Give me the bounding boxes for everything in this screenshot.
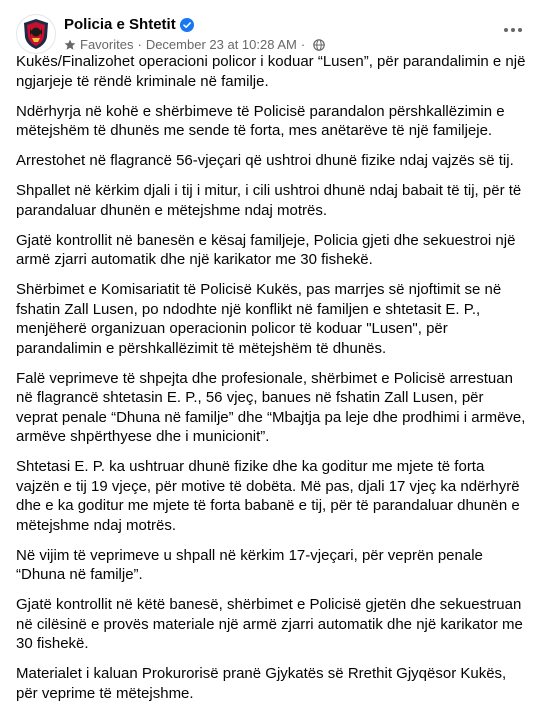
post-subline: [64, 36, 325, 53]
post-paragraph: Ndërhyrja në kohë e shërbimeve të Policisë parandalon përshkallëzimin e mëtejshëm të dhunës me sende të forta, mes anëtarëve të një familjeje.: [16, 102, 505, 139]
post-header: [16, 12, 325, 56]
post-paragraph: Materialet i kaluan Prokurorisë pranë Gjykatës së Rrethit Gjyqësor Kukës, për veprime të mëtejshme.: [16, 665, 507, 702]
separator-dot: ·: [137, 37, 142, 52]
verified-badge-icon: [180, 18, 194, 32]
more-options-button[interactable]: [499, 20, 527, 40]
post-paragraph: Gjatë kontrollit në këtë banesë, shërbimet e Policisë gjetën dhe sekuestruan në cilësinë e provës materiale një armë zjarri automatik dhe një karikator me 30 fishekë.: [16, 596, 523, 652]
post-paragraph: Shërbimet e Komisariatit të Policisë Kukës, pas marrjes së njoftimit se në fshatin Zall Lusen, po ndodhte një konflikt në familjen e shtetasit E. P., menjëherë organizuan operacionin policor të koduar "Lusen", për parandalimin e përshkallëzimit të mëtejshëm të dhunës.: [16, 281, 502, 357]
post-timestamp[interactable]: December 23 at 10:28 AM: [145, 37, 297, 52]
post-paragraph: Arrestohet në flagrancë 56-vjeçari që ushtroi dhunë fizike ndaj vajzës së tij.: [16, 152, 514, 169]
post-paragraph: Falë veprimeve të shpejta dhe profesionale, shërbimet e Policisë arrestuan në flagrancë shtetasin E. P., 56 vjeç, banues në fshatin Zall Lusen, për veprat penale “Dhuna në familje” dhe “Mbajtja pa leje dhe prodhimi i armëve, armëve shpërthyese dhe i municionit”.: [16, 369, 526, 445]
author-row: [64, 15, 325, 34]
author-name[interactable]: Policia e Shtetit: [64, 16, 176, 33]
post-meta: [64, 15, 325, 53]
more-options-icon: [503, 27, 523, 33]
post-paragraph: Shtetasi E. P. ka ushtruar dhunë fizike dhe ka goditur me mjete të forta vajzën e tij 19 vjeçe, për motive të dobëta. Më pas, djali 17 vjeç ka ndërhyrë dhe e ka goditur me mjete të forta babanë e tij, për të parandaluar dhunën e mëtejshme ndaj motrës.: [16, 458, 520, 534]
audience-label[interactable]: Favorites: [80, 37, 134, 52]
page-avatar[interactable]: [16, 14, 56, 54]
globe-icon[interactable]: [313, 39, 325, 51]
post-paragraph: Gjatë kontrollit në banesën e kësaj familjeje, Policia gjeti dhe sekuestroi një armë zjarri automatik dhe një karikator me 30 fishekë.: [16, 231, 516, 268]
police-badge-icon: [19, 17, 53, 51]
separator-dot: ·: [300, 37, 306, 52]
post-paragraph: Kukës/Finalizohet operacioni policor i koduar “Lusen”, për parandalimin e një ngjarjeje të rëndë kriminale në familje.: [16, 53, 526, 90]
post-body: [16, 52, 527, 714]
post-paragraph: Shpallet në kërkim djali i tij i mitur, i cili ushtroi dhunë ndaj babait të tij, për të parandaluar dhunën e mëtejshme ndaj motrës.: [16, 182, 522, 219]
star-icon: [64, 39, 76, 51]
post-paragraph: Në vijim të veprimeve u shpall në kërkim 17-vjeçari, për veprën penale “Dhuna në familje”.: [16, 546, 483, 583]
